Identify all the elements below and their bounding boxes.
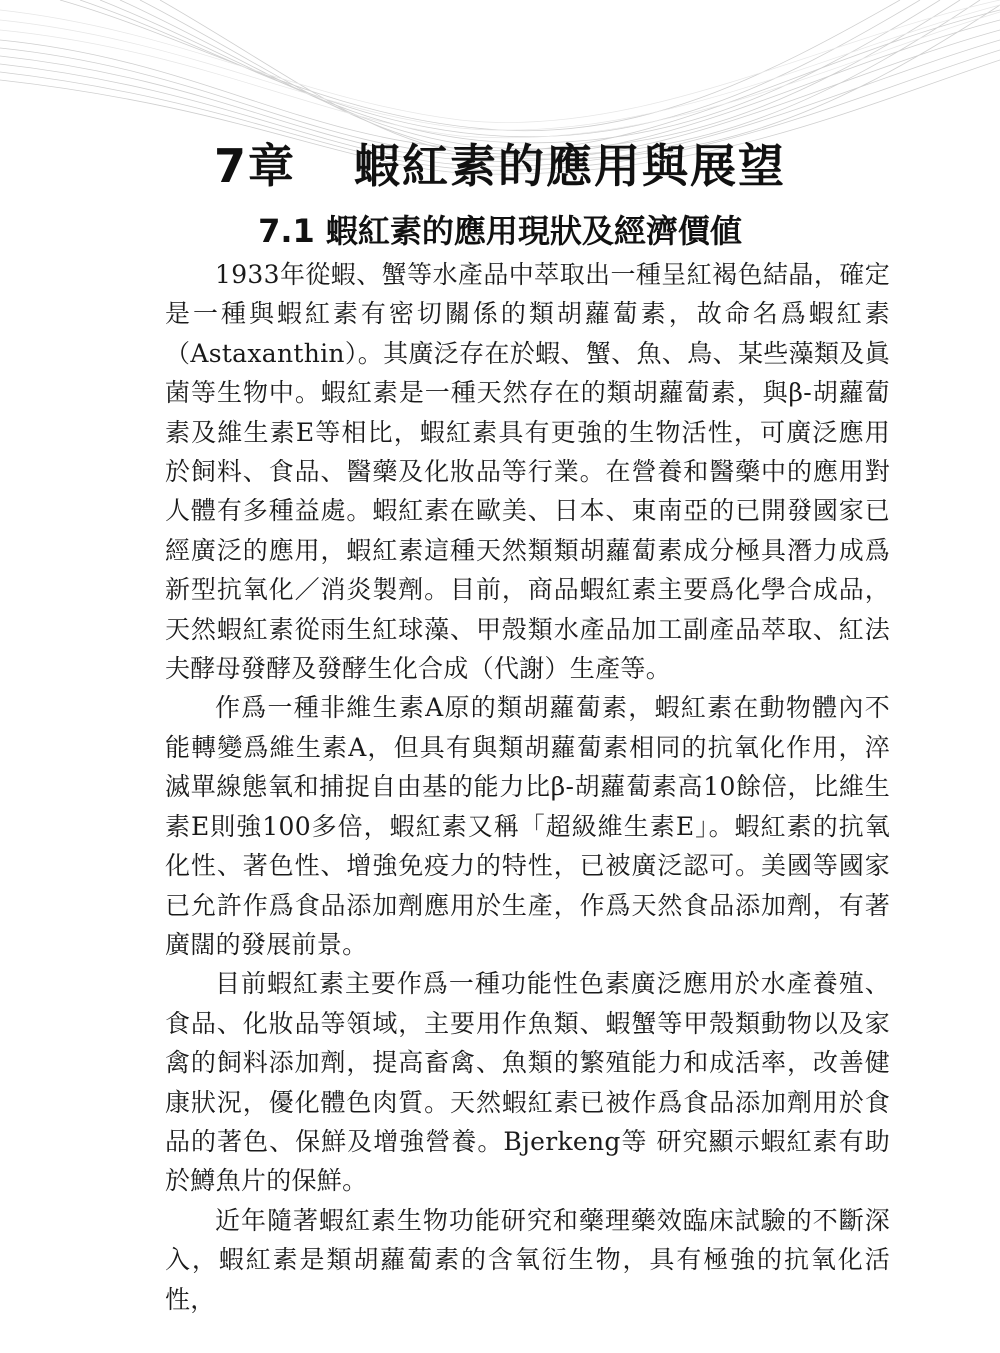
chapter-title: 蝦紅素的應用與展望 (354, 139, 786, 193)
chapter-heading (0, 130, 1000, 196)
chapter-number: 7章 (213, 139, 296, 193)
paragraph-4: 近年隨著蝦紅素生物功能研究和藥理藥效臨床試驗的不斷深入，蝦紅素是類胡蘿蔔素的含氧衍生物，具有極強的抗氧化活性， (165, 1205, 890, 1314)
paragraph-2: 作爲一種非維生素A原的類胡蘿蔔素，蝦紅素在動物體內不能轉變爲維生素A，但具有與類胡蘿蔔素相同的抗氧化作用，淬滅單線態氧和捕捉自由基的能力比β-胡蘿蔔素高10餘倍，比維生素E則強100多倍，蝦紅素又稱「超級維生素E」。蝦紅素的抗氧化性、著色性、增強免疫力的特性，已被廣泛認可。美國等國家已允許作爲食品添加劑應用於生產，作爲天然食品添加劑，有著廣闊的發展前景。 (165, 693, 890, 959)
body-text (165, 255, 890, 1319)
section-title: 7.1 蝦紅素的應用現狀及經濟價値 (258, 212, 742, 250)
paragraph-3: 目前蝦紅素主要作爲一種功能性色素廣泛應用於水產養殖、食品、化妝品等領域，主要用作魚類、蝦蟹等甲殼類動物以及家禽的飼料添加劑，提高畜禽、魚類的繁殖能力和成活率，改善健康狀況，優化體色肉質。天然蝦紅素已被作爲食品添加劑用於食品的著色、保鮮及增強營養。Bjerkeng等 研究顯示蝦紅素有助於鱒魚片的保鮮。 (165, 969, 890, 1196)
paragraph-1: 1933年從蝦、蟹等水產品中萃取出一種呈紅褐色結晶，確定是一種與蝦紅素有密切關係的類胡蘿蔔素，故命名爲蝦紅素（Astaxanthin）。其廣泛存在於蝦、蟹、魚、鳥、某些藻類及眞菌等生物中。蝦紅素是一種天然存在的類胡蘿蔔素，與β-胡蘿蔔素及維生素E等相比，蝦紅素具有更強的生物活性，可廣泛應用於飼料、食品、醫藥及化妝品等行業。在營養和醫藥中的應用對人體有多種益處。蝦紅素在歐美、日本、東南亞的已開發國家已經廣泛的應用，蝦紅素這種天然類類胡蘿蔔素成分極具潛力成爲新型抗氧化／消炎製劑。目前，商品蝦紅素主要爲化學合成品，天然蝦紅素從雨生紅球藻、甲殼類水產品加工副產品萃取、紅法夫酵母發酵及發酵生化合成（代謝）生產等。 (165, 260, 890, 684)
